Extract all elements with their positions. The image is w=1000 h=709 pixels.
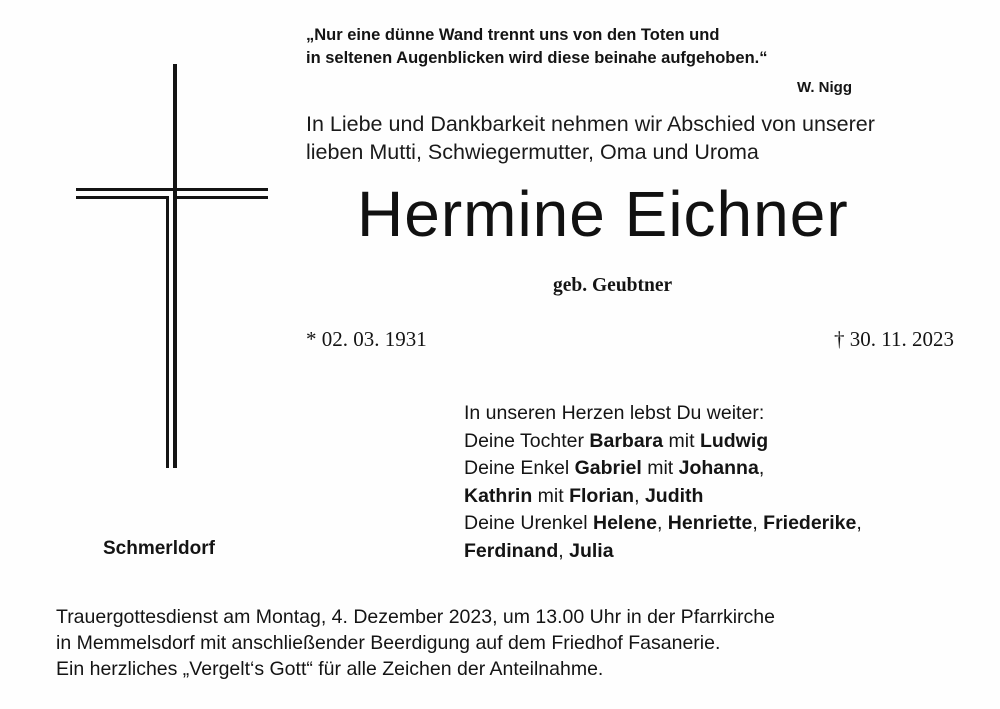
- service-line: Ein herzliches „Vergelt‘s Gott“ für alle Zeichen der Anteilnahme.: [56, 658, 604, 680]
- separator: ,: [558, 539, 570, 562]
- survivor-name: Gabriel: [574, 457, 642, 479]
- intro-line: In Liebe und Dankbarkeit nehmen wir Abschied von unserer: [306, 112, 875, 136]
- relation-label: Deine Enkel: [464, 457, 575, 479]
- maiden-name: geb. Geubtner: [553, 275, 673, 296]
- survivor-line: [464, 455, 984, 483]
- survivor-name: Johanna: [678, 457, 759, 479]
- intro-text: [306, 110, 986, 166]
- survivor-name: Kathrin: [464, 484, 533, 507]
- survivor-name: Henriette: [667, 512, 753, 534]
- service-info: [56, 604, 986, 682]
- separator: ,: [856, 512, 862, 534]
- place-name: Schmerldorf: [103, 538, 215, 559]
- quote: [306, 24, 866, 70]
- survivor-name: Barbara: [589, 429, 664, 452]
- quote-line: „Nur eine dünne Wand trennt uns von den Toten und: [306, 26, 720, 44]
- survivor-name: Julia: [569, 539, 614, 562]
- cross-icon: [74, 64, 270, 474]
- separator: ,: [758, 457, 765, 479]
- separator: mit: [663, 429, 700, 452]
- survivors-list: [464, 400, 984, 565]
- survivor-name: Judith: [644, 484, 704, 507]
- quote-author: W. Nigg: [797, 79, 852, 96]
- death-date: † 30. 11. 2023: [834, 327, 954, 351]
- survivors-intro: In unseren Herzen lebst Du weiter:: [464, 402, 765, 424]
- relation-label: Deine Urenkel: [464, 512, 593, 534]
- birth-date: * 02. 03. 1931: [306, 327, 427, 351]
- service-line: Trauergottesdienst am Montag, 4. Dezember 2023, um 13.00 Uhr in der Pfarrkirche: [56, 606, 775, 628]
- quote-line: in seltenen Augenblicken wird diese beinahe aufgehoben.“: [306, 49, 768, 67]
- survivor-line: [464, 483, 984, 511]
- survivor-name: Friederike: [763, 512, 857, 534]
- survivor-name: Helene: [592, 512, 657, 534]
- service-line: in Memmelsdorf mit anschließender Beerdigung auf dem Friedhof Fasanerie.: [56, 632, 721, 654]
- separator: ,: [634, 484, 645, 507]
- separator: ,: [752, 512, 764, 534]
- survivor-name: Ferdinand: [464, 539, 559, 562]
- deceased-name: Hermine Eichner: [357, 178, 849, 250]
- survivor-line: [464, 510, 984, 538]
- survivor-line: [464, 538, 984, 566]
- separator: mit: [641, 457, 679, 479]
- intro-line: lieben Mutti, Schwiegermutter, Oma und Uroma: [306, 140, 759, 164]
- relation-label: Deine Tochter: [464, 429, 590, 452]
- separator: ,: [656, 512, 668, 534]
- survivor-name: Ludwig: [699, 429, 769, 452]
- survivor-line: [464, 428, 984, 456]
- separator: mit: [532, 484, 570, 507]
- survivor-name: Florian: [569, 484, 635, 507]
